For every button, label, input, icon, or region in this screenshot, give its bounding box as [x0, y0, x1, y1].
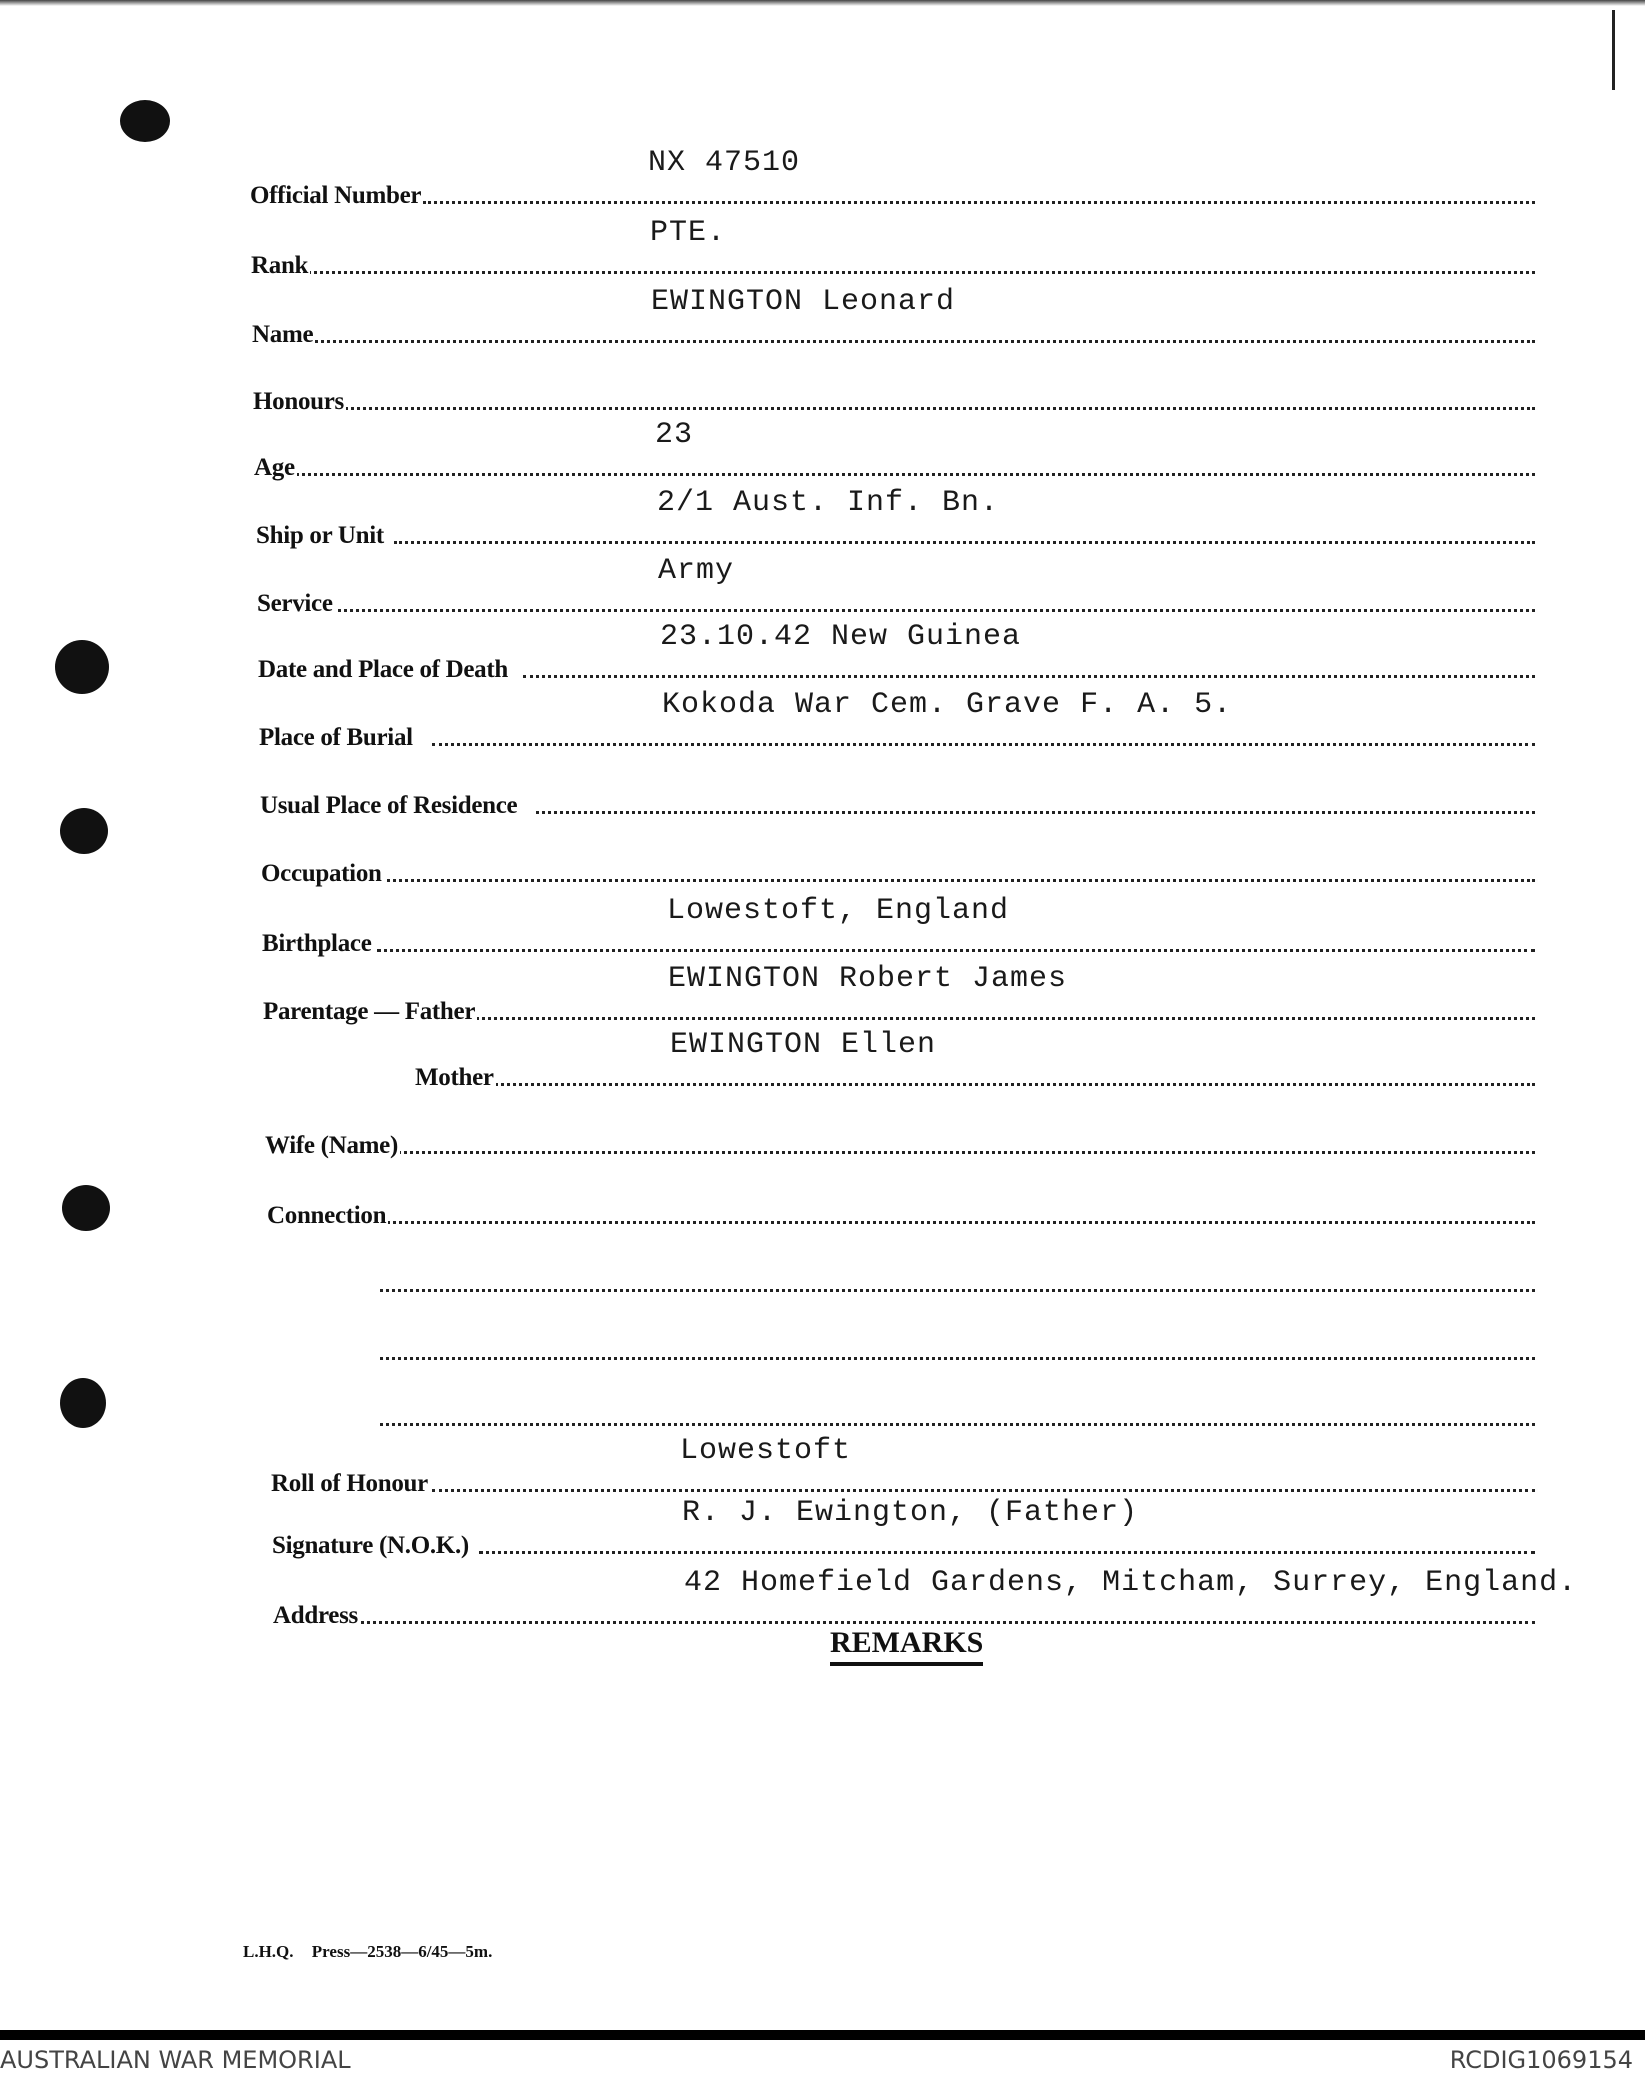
- field-label: Mother: [415, 1064, 494, 1091]
- field-label: Name: [252, 321, 314, 348]
- print-note-lhq: L.H.Q.: [243, 1942, 294, 1961]
- dotted-line: [484, 1083, 1535, 1086]
- scan-edge: [0, 0, 1645, 6]
- field-label: Connection: [267, 1202, 387, 1229]
- field-label: Usual Place of Residence: [260, 792, 518, 819]
- dotted-line: [392, 1151, 1536, 1154]
- form-row: [0, 1090, 1645, 1160]
- field-label: Place of Burial: [259, 724, 413, 751]
- dotted-line: [334, 407, 1536, 410]
- form-row: [0, 956, 1645, 1026]
- field-value: 23: [655, 418, 694, 452]
- form-row: [0, 480, 1645, 550]
- print-note-press: Press—2538—6/45—5m.: [311, 1942, 493, 1961]
- form-row: [0, 1362, 1645, 1432]
- dotted-line: [377, 949, 1535, 952]
- field-label: Service: [257, 590, 333, 617]
- dotted-line: [380, 1289, 1535, 1292]
- field-value: 42 Homefield Gardens, Mitcham, Surrey, England.: [684, 1566, 1578, 1600]
- field-label: Honours: [253, 388, 344, 415]
- form-row: [0, 210, 1645, 280]
- dotted-line: [470, 1017, 1535, 1020]
- field-label: Rank: [251, 252, 309, 279]
- form-row: [0, 1228, 1645, 1298]
- field-value: Lowestoft, England: [667, 894, 1010, 928]
- footer-record-id: RCDIG1069154: [1449, 2046, 1633, 2074]
- print-note: [243, 1942, 506, 1962]
- form-row: [0, 1560, 1645, 1630]
- form-row: [0, 818, 1645, 888]
- form-row: [0, 750, 1645, 820]
- dotted-line: [523, 675, 1536, 678]
- field-label: Official Number: [250, 182, 422, 209]
- form-row: [0, 682, 1645, 752]
- field-value: EWINGTON Robert James: [668, 962, 1068, 996]
- form-row: [0, 1490, 1645, 1560]
- dotted-line: [297, 271, 1535, 274]
- scan-edge-right: [1612, 10, 1615, 90]
- form-row: [0, 548, 1645, 618]
- dotted-line: [354, 1621, 1536, 1624]
- field-value: 23.10.42 New Guinea: [660, 620, 1022, 654]
- dotted-line: [432, 743, 1536, 746]
- field-label: Roll of Honour: [271, 1470, 428, 1497]
- dotted-line: [380, 1357, 1535, 1360]
- field-label: Date and Place of Death: [258, 656, 508, 683]
- field-value: EWINGTON Ellen: [670, 1028, 937, 1062]
- footer-institution: AUSTRALIAN WAR MEMORIAL: [0, 2046, 351, 2074]
- field-value: Army: [658, 554, 735, 588]
- form-row: [0, 346, 1645, 416]
- form-row: [0, 140, 1645, 210]
- dotted-line: [289, 473, 1536, 476]
- field-value: 2/1 Aust. Inf. Bn.: [657, 486, 1000, 520]
- form-row: [0, 1160, 1645, 1230]
- field-value: Kokoda War Cem. Grave F. A. 5.: [662, 688, 1233, 722]
- form-row: [0, 279, 1645, 349]
- field-value: R. J. Ewington, (Father): [682, 1496, 1139, 1530]
- field-label: Age: [254, 454, 295, 481]
- punch-hole: [120, 100, 170, 142]
- field-value: PTE.: [650, 216, 727, 250]
- dotted-line: [423, 201, 1536, 204]
- field-label: Parentage — Father: [263, 998, 476, 1025]
- field-label: Occupation: [261, 860, 382, 887]
- field-label: Birthplace: [262, 930, 372, 957]
- form-row: [0, 888, 1645, 958]
- form-row: [0, 1022, 1645, 1092]
- dotted-line: [394, 541, 1535, 544]
- field-label: Signature (N.O.K.): [272, 1532, 469, 1559]
- dotted-line: [536, 811, 1535, 814]
- remarks-heading: REMARKS: [830, 1626, 983, 1666]
- field-value: Lowestoft: [680, 1434, 852, 1468]
- scan-bottom-bar: [0, 2030, 1645, 2040]
- dotted-line: [298, 340, 1535, 343]
- field-label: Wife (Name): [265, 1132, 398, 1159]
- field-value: EWINGTON Leonard: [651, 285, 956, 319]
- form-row: [0, 614, 1645, 684]
- dotted-line: [380, 1423, 1535, 1426]
- field-value: NX 47510: [648, 146, 801, 180]
- form-row: [0, 412, 1645, 482]
- field-label: Address: [273, 1602, 358, 1629]
- form-row: [0, 1296, 1645, 1366]
- dotted-line: [376, 879, 1535, 882]
- dotted-line: [382, 1221, 1535, 1224]
- field-label: Ship or Unit: [256, 522, 384, 549]
- dotted-line: [479, 1551, 1535, 1554]
- dotted-line: [338, 609, 1536, 612]
- form-row: [0, 1428, 1645, 1498]
